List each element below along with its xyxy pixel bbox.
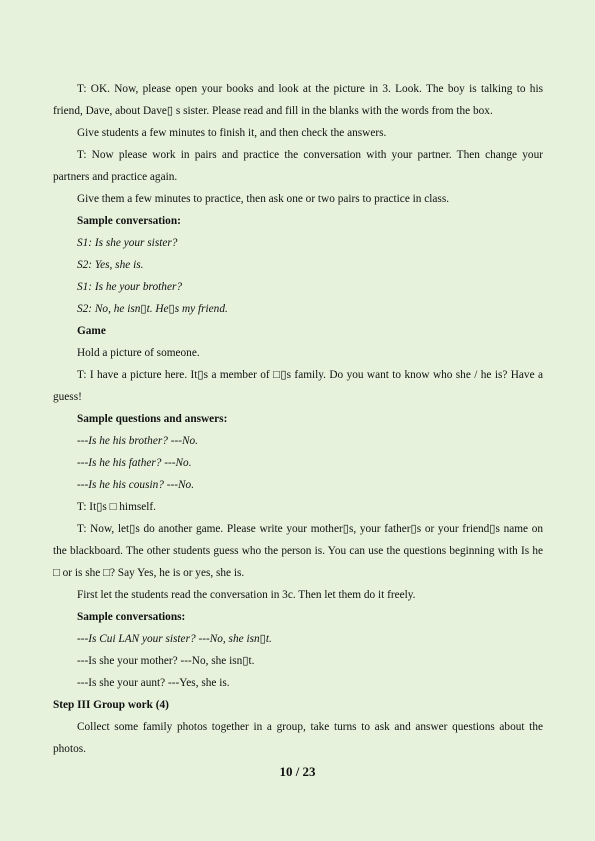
heading-sample-conversations: Sample conversations: (77, 611, 186, 623)
heading-sample-conversation: Sample conversation: (77, 215, 181, 227)
dialogue-line: S2: Yes, she is. (77, 259, 144, 271)
dialogue-line: S1: Is he your brother? (77, 281, 183, 293)
paragraph-guess-prompt: T: I have a picture here. It▯s a member of □▯s family. Do you want to know who she / he is? Have a guess! (53, 369, 543, 403)
heading-sample-questions: Sample questions and answers: (77, 413, 228, 425)
dialogue-line: S2: No, he isn▯t. He▯s my friend. (77, 303, 228, 315)
question-line: ---Is he his father? ---No. (77, 457, 192, 469)
document-body (53, 78, 543, 760)
dialogue-line: S1: Is she your sister? (77, 237, 178, 249)
heading-game: Game (77, 325, 106, 337)
paragraph-another-game: T: Now, let▯s do another game. Please write your mother▯s, your father▯s or your friend▯s name on the blackboard. The other students guess who the person is. You can use the questions beginning with Is he □ or is she □? Say Yes, he is or yes, she is. (53, 523, 543, 579)
paragraph-check-answers: Give students a few minutes to finish it, and then check the answers. (77, 127, 387, 139)
question-line: ---Is he his brother? ---No. (77, 435, 199, 447)
paragraph-hold-picture: Hold a picture of someone. (77, 347, 200, 359)
conversation-line: ---Is she your aunt? ---Yes, she is. (77, 677, 230, 689)
paragraph-himself: T: It▯s □ himself. (77, 501, 156, 513)
page-number: 10 / 23 (279, 764, 316, 779)
paragraph-practice-in-class: Give them a few minutes to practice, then ask one or two pairs to practice in class. (77, 193, 450, 205)
conversation-line: ---Is she your mother? ---No, she isn▯t. (77, 655, 255, 667)
heading-step-three: Step III Group work (4) (53, 699, 169, 711)
paragraph-pair-work: T: Now please work in pairs and practice the conversation with your partner. Then change your partners and practice again. (53, 149, 543, 183)
paragraph-instruction-open-books: T: OK. Now, please open your books and look at the picture in 3. Look. The boy is talking to his friend, Dave, about Dave▯ s sister. Please read and fill in the blanks with the words from the box. (53, 83, 543, 117)
question-line: ---Is he his cousin? ---No. (77, 479, 195, 491)
conversation-line: ---Is Cui LAN your sister? ---No, she isn▯t. (77, 633, 272, 645)
paragraph-group-work: Collect some family photos together in a group, take turns to ask and answer questions about the photos. (53, 721, 543, 755)
paragraph-read-3c: First let the students read the conversation in 3c. Then let them do it freely. (77, 589, 416, 601)
